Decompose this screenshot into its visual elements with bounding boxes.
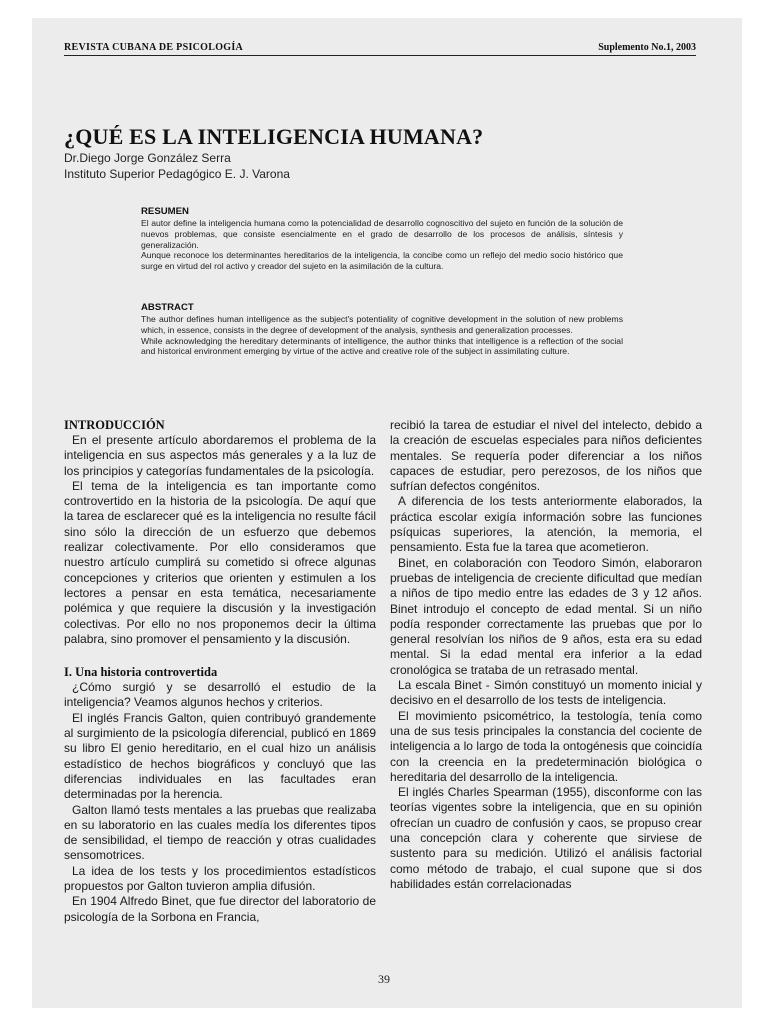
article-title: ¿QUÉ ES LA INTELIGENCIA HUMANA? bbox=[64, 124, 484, 149]
intro-heading: INTRODUCCIÓN bbox=[64, 418, 165, 432]
body-paragraph: El movimiento psicométrico, la testología, tenía como una de sus tesis principales la constancia del cociente de inteligencia a lo largo de toda la ontogénesis que coincidía con la creencia en la predeterminación biológica o hereditaria del desarrollo de la inteligencia. bbox=[390, 708, 702, 784]
body-paragraph: El inglés Francis Galton, quien contribuyó grandemente al surgimiento de la psicología diferencial, publicó en 1869 su libro El genio hereditario, en el cual hizo un análisis estadístico de hechos biográficos y concluyó que las diferencias individuales en las facultades eran determinadas por la herencia. bbox=[64, 710, 376, 802]
left-column bbox=[64, 418, 376, 925]
abstract-block bbox=[141, 302, 623, 357]
abstract-paragraph: While acknowledging the hereditary determinants of intelligence, the author thinks that intelligence is a reflection of the social and historical environment emerging by virtue of the active and creative role of the subject in assimilating culture. bbox=[141, 335, 623, 357]
section-heading: I. Una historia controvertida bbox=[64, 665, 218, 680]
abstract-heading: ABSTRACT bbox=[141, 302, 194, 313]
body-paragraph: El inglés Charles Spearman (1955), disconforme con las teorías vigentes sobre la inteligencia, que en su opinión ofrecían un cuadro de confusión y caos, se propuso crear una concepción clara y coherente que sirviese de sustento para su medición. Utilizó el análisis factorial como método de trabajo, el cual supone que si dos habilidades están correlacionadas bbox=[390, 785, 702, 891]
abstract-paragraph: The author defines human intelligence as the subject's potentiality of cognitive development in the solution of new problems which, in essence, consists in the degree of development of the analysis, synthesis and generalization processes. bbox=[141, 314, 623, 335]
body-paragraph: La idea de los tests y los procedimientos estadísticos propuestos por Galton tuvieron amplia difusión. bbox=[64, 863, 376, 894]
body-paragraph: ¿Cómo surgió y se desarrolló el estudio de la inteligencia? Veamos algunos hechos y criterios. bbox=[64, 680, 376, 710]
resumen-paragraph: El autor define la inteligencia humana como la potencialidad de desarrollo cognoscitivo del sujeto en función de la solución de nuevos problemas, que consiste esencialmente en el grado de desarrollo de los procesos de análisis, síntesis y generalización. bbox=[141, 218, 623, 250]
body-paragraph: El tema de la inteligencia es tan importante como controvertido en la historia de la psicología. De aquí que la tarea de esclarecer qué es la inteligencia no resulte fácil sino sólo la dirección de un esfuerzo que debemos realizar colectivamente. Por ello consideramos que nuestro artículo cumplirá su cometido si ofrece algunas concepciones y criterios que orienten y estimulen a los lectores a pensar en esta temática, necesariamente polémica y que requiere la discusión y la investigación colectivas. Por ello no nos proponemos decir la última palabra, sino promover el pensamiento y la discusión. bbox=[64, 478, 376, 646]
resumen-heading: RESUMEN bbox=[141, 206, 189, 217]
institution: Instituto Superior Pedagógico E. J. Varona bbox=[64, 167, 290, 181]
body-paragraph: En el presente artículo abordaremos el problema de la inteligencia en sus aspectos más generales y a la luz de los principios y categorías fundamentales de la psicología. bbox=[64, 433, 376, 478]
body-paragraph: La escala Binet - Simón constituyó un momento inicial y decisivo en el desarrollo de los tests de inteligencia. bbox=[390, 678, 702, 708]
resumen-block bbox=[141, 206, 623, 272]
body-paragraph: Binet, en colaboración con Teodoro Simón, elaboraron pruebas de inteligencia de creciente dificultad que medían a niños de tipo medio entre las edades de 3 y 12 años. Binet introdujo el concepto de edad mental. Si un niño podía responder correctamente las pruebas que por lo general resolvían los niños de 9 años, esta era su edad mental. Si la edad mental era inferior a la edad cronológica se trataba de un retrasado mental. bbox=[390, 555, 702, 677]
header-rule bbox=[64, 55, 696, 56]
author-name: Dr.Diego Jorge González Serra bbox=[64, 151, 231, 165]
body-paragraph: recibió la tarea de estudiar el nivel del intelecto, debido a la creación de escuelas especiales para niños deficientes mentales. Se requería poder diferenciar a los niños capaces de estudiar, pero perezosos, de los niños que sufrían defectos congénitos. bbox=[390, 418, 702, 494]
body-paragraph: A diferencia de los tests anteriormente elaborados, la práctica escolar exigía información sobre las funciones psíquicas superiores, la atención, la memoria, el pensamiento. Esta fue la tarea que acometieron. bbox=[390, 494, 702, 555]
page-number: 39 bbox=[378, 972, 390, 986]
supplement-label: Suplemento No.1, 2003 bbox=[598, 42, 696, 53]
body-paragraph: En 1904 Alfredo Binet, que fue director del laboratorio de psicología de la Sorbona en Francia, bbox=[64, 894, 376, 924]
journal-name: REVISTA CUBANA DE PSICOLOGÍA bbox=[64, 42, 244, 53]
body-paragraph: Galton llamó tests mentales a las pruebas que realizaba en su laboratorio en las cuales medía los diferentes tipos de sensibilidad, el tiempo de reacción y otras cualidades sensomotrices. bbox=[64, 802, 376, 863]
right-column bbox=[390, 418, 702, 892]
resumen-paragraph: Aunque reconoce los determinantes hereditarios de la inteligencia, la concibe como un reflejo del medio socio histórico que surge en virtud del rol activo y creador del sujeto en la asimilación de la cultura. bbox=[141, 250, 623, 272]
